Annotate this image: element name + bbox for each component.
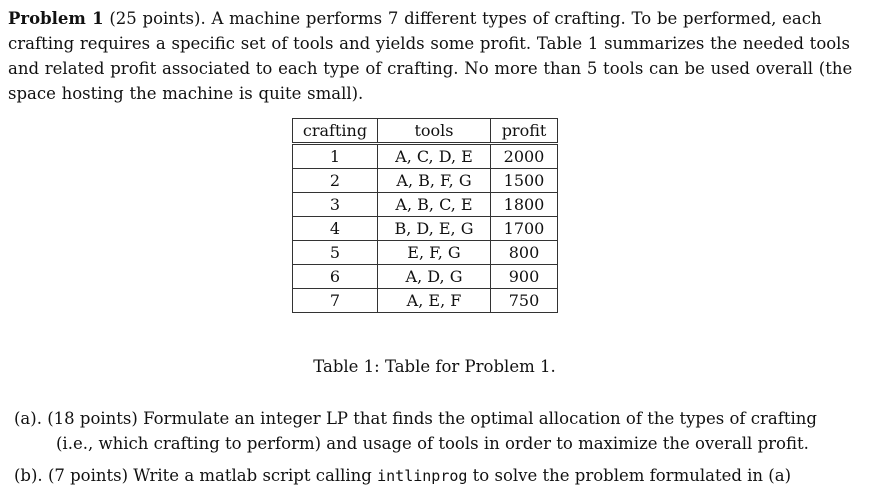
cell-crafting: 5 bbox=[293, 241, 378, 265]
part-b-code: intlinprog bbox=[377, 467, 468, 485]
table-header-row bbox=[293, 119, 558, 144]
part-b bbox=[14, 463, 859, 489]
table-row bbox=[293, 265, 558, 289]
cell-profit: 1500 bbox=[491, 169, 558, 193]
cell-crafting: 4 bbox=[293, 217, 378, 241]
cell-crafting: 7 bbox=[293, 289, 378, 313]
part-b-text-after: to solve the problem formulated in (a) bbox=[472, 466, 792, 485]
header-crafting: crafting bbox=[293, 119, 378, 144]
cell-profit: 2000 bbox=[491, 144, 558, 169]
problem-statement bbox=[8, 6, 858, 106]
table-row bbox=[293, 193, 558, 217]
part-a-text: (18 points) Formulate an integer LP that finds the optimal allocation of the types of crafting (i.e., which crafting to perform) and usage of tools in order to maximize the overall profit. bbox=[47, 409, 817, 453]
problem-parts bbox=[14, 406, 859, 496]
cell-crafting: 2 bbox=[293, 169, 378, 193]
cell-tools: E, F, G bbox=[378, 241, 491, 265]
header-profit: profit bbox=[491, 119, 558, 144]
crafting-table bbox=[292, 118, 558, 313]
cell-tools: A, B, C, E bbox=[378, 193, 491, 217]
table-row bbox=[293, 217, 558, 241]
cell-tools: A, B, F, G bbox=[378, 169, 491, 193]
table-row bbox=[293, 144, 558, 169]
problem-points: (25 points). bbox=[109, 9, 206, 28]
cell-crafting: 6 bbox=[293, 265, 378, 289]
part-a-label: (a). bbox=[14, 409, 42, 428]
table-row bbox=[293, 241, 558, 265]
part-b-text-before: (7 points) Write a matlab script calling bbox=[47, 466, 372, 485]
problem-text: A machine performs 7 different types of crafting. To be performed, each crafting requires a specific set of tools and yields some profit. Table 1 summarizes the needed tools and related profit associated to each type of crafting. No more than 5 tools can be used overall (the space hosting the machine is quite small). bbox=[8, 9, 853, 103]
crafting-table-container bbox=[292, 118, 558, 313]
cell-crafting: 1 bbox=[293, 144, 378, 169]
cell-tools: B, D, E, G bbox=[378, 217, 491, 241]
cell-profit: 1800 bbox=[491, 193, 558, 217]
table-row bbox=[293, 289, 558, 313]
cell-profit: 1700 bbox=[491, 217, 558, 241]
cell-tools: A, D, G bbox=[378, 265, 491, 289]
problem-heading: Problem 1 bbox=[8, 9, 104, 28]
cell-crafting: 3 bbox=[293, 193, 378, 217]
header-tools: tools bbox=[378, 119, 491, 144]
part-a bbox=[14, 406, 859, 456]
table-caption: Table 1: Table for Problem 1. bbox=[313, 357, 556, 376]
table-row bbox=[293, 169, 558, 193]
part-b-label: (b). bbox=[14, 466, 43, 485]
cell-profit: 800 bbox=[491, 241, 558, 265]
cell-tools: A, E, F bbox=[378, 289, 491, 313]
cell-profit: 900 bbox=[491, 265, 558, 289]
cell-profit: 750 bbox=[491, 289, 558, 313]
cell-tools: A, C, D, E bbox=[378, 144, 491, 169]
